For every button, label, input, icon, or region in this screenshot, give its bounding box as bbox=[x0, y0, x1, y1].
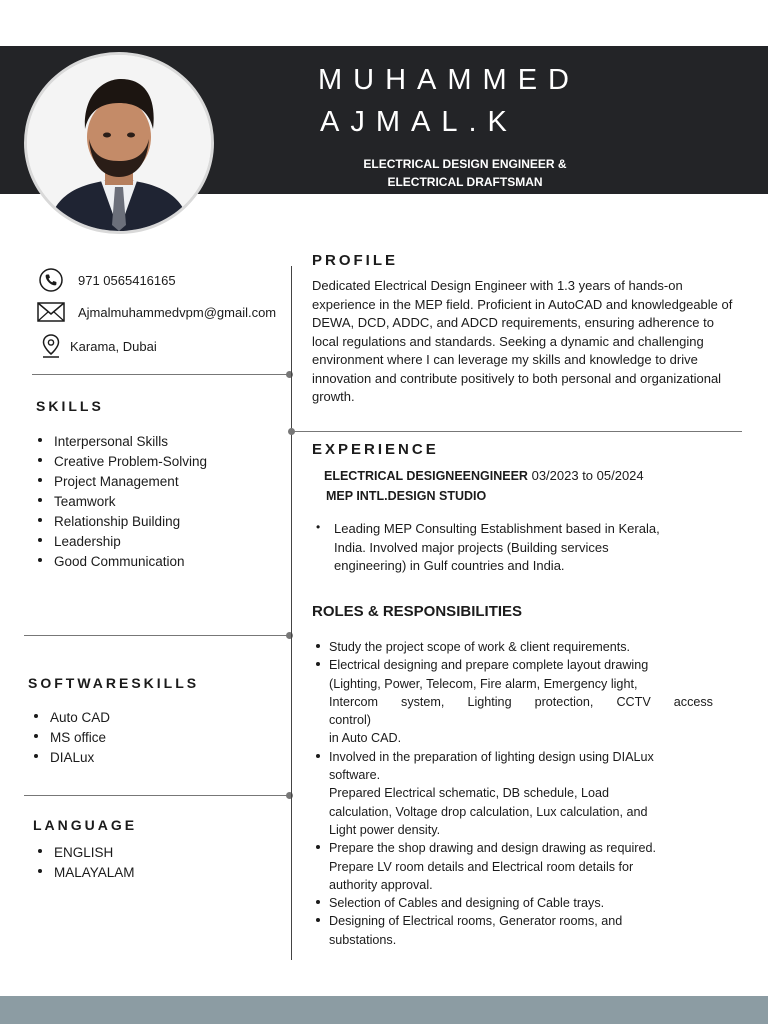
roles-title: ROLES & RESPONSIBILITIES bbox=[312, 603, 523, 620]
list-item: Good Communication bbox=[36, 552, 207, 572]
skills-list bbox=[36, 432, 207, 572]
contact-phone bbox=[36, 267, 176, 293]
list-item: Selection of Cables and designing of Cable trays. bbox=[313, 894, 713, 912]
profile-title: PROFILE bbox=[312, 252, 399, 269]
name-last: AJMAL.K bbox=[320, 106, 518, 138]
list-item: Project Management bbox=[36, 472, 207, 492]
email-address[interactable]: Ajmalmuhammedvpm@gmail.com bbox=[78, 304, 277, 320]
experience-role: ELECTRICAL DESIGNEENGINEER bbox=[324, 469, 528, 483]
list-item: Involved in the preparation of lighting design using DIALux software. Prepared Electrical schematic, DB schedule, Load calculation, Voltage drop calculation, Lux calculation, and Light power density. bbox=[313, 748, 713, 839]
name-first: MUHAMMED bbox=[318, 64, 580, 96]
location: Karama, Dubai bbox=[70, 338, 157, 354]
divider-skills bbox=[24, 635, 288, 636]
skills-title: SKILLS bbox=[36, 398, 104, 414]
software-skills-title: SOFTWARESKILLS bbox=[28, 675, 200, 691]
map-pin-icon bbox=[36, 333, 66, 359]
phone-icon bbox=[36, 267, 66, 293]
list-item: Auto CAD bbox=[32, 708, 110, 728]
list-item: Study the project scope of work & client requirements. bbox=[313, 638, 713, 656]
experience-description: Leading MEP Consulting Establishment based in Kerala, India. Involved major projects (Building services engineering) in Gulf countries and India. bbox=[334, 521, 660, 573]
experience-company: MEP INTL.DESIGN STUDIO bbox=[326, 489, 487, 503]
phone-number: 971 0565416165 bbox=[78, 272, 176, 288]
list-item: Relationship Building bbox=[36, 512, 207, 532]
list-item: MALAYALAM bbox=[36, 863, 135, 883]
experience-title: EXPERIENCE bbox=[312, 441, 439, 458]
language-title: LANGUAGE bbox=[33, 817, 138, 833]
envelope-icon bbox=[36, 299, 66, 325]
footer-band bbox=[0, 996, 768, 1024]
experience-role-line bbox=[324, 468, 644, 483]
software-skills-list bbox=[32, 708, 110, 768]
job-title-line-2: ELECTRICAL DRAFTSMAN bbox=[387, 175, 543, 189]
list-item: Electrical designing and prepare complete layout drawing (Lighting, Power, Telecom, Fire alarm, Emergency light, Intercom system, Lighting protection, CCTV access control) in Auto CAD. bbox=[313, 656, 713, 747]
list-item: Teamwork bbox=[36, 492, 207, 512]
experience-dates: 03/2023 to 05/2024 bbox=[531, 468, 644, 483]
divider-profile bbox=[294, 431, 742, 432]
list-item: Leadership bbox=[36, 532, 207, 552]
language-list bbox=[36, 843, 135, 883]
roles-list bbox=[313, 638, 713, 949]
list-item: MS office bbox=[32, 728, 110, 748]
list-item: Creative Problem-Solving bbox=[36, 452, 207, 472]
list-item: Designing of Electrical rooms, Generator rooms, and substations. bbox=[313, 912, 713, 949]
list-item: Prepare the shop drawing and design drawing as required. Prepare LV room details and Electrical room details for authority approval. bbox=[313, 839, 713, 894]
list-item: ENGLISH bbox=[36, 843, 135, 863]
bullet-icon: • bbox=[316, 520, 321, 534]
divider-contact bbox=[32, 374, 288, 375]
list-item: Interpersonal Skills bbox=[36, 432, 207, 452]
divider-software bbox=[24, 795, 288, 796]
job-title-line-1: ELECTRICAL DESIGN ENGINEER & bbox=[363, 157, 567, 171]
job-title bbox=[300, 155, 630, 191]
list-item: DIALux bbox=[32, 748, 110, 768]
divider-dot bbox=[288, 428, 295, 435]
profile-photo bbox=[24, 52, 214, 234]
contact-email bbox=[36, 299, 276, 325]
contact-location bbox=[36, 333, 157, 359]
column-divider bbox=[291, 266, 292, 960]
profile-summary: Dedicated Electrical Design Engineer with 1.3 years of hands-on experience in the MEP field. Proficient in AutoCAD and knowledgeable of DEWA, DCD, ADDC, and ADCD requirements, ensuring adherence to local regulations and standards. Seeking a dynamic and challenging environment where I can leverage my skills and knowledge to drive innovation and contribute positively to both personal and organizational growth. bbox=[312, 278, 733, 404]
